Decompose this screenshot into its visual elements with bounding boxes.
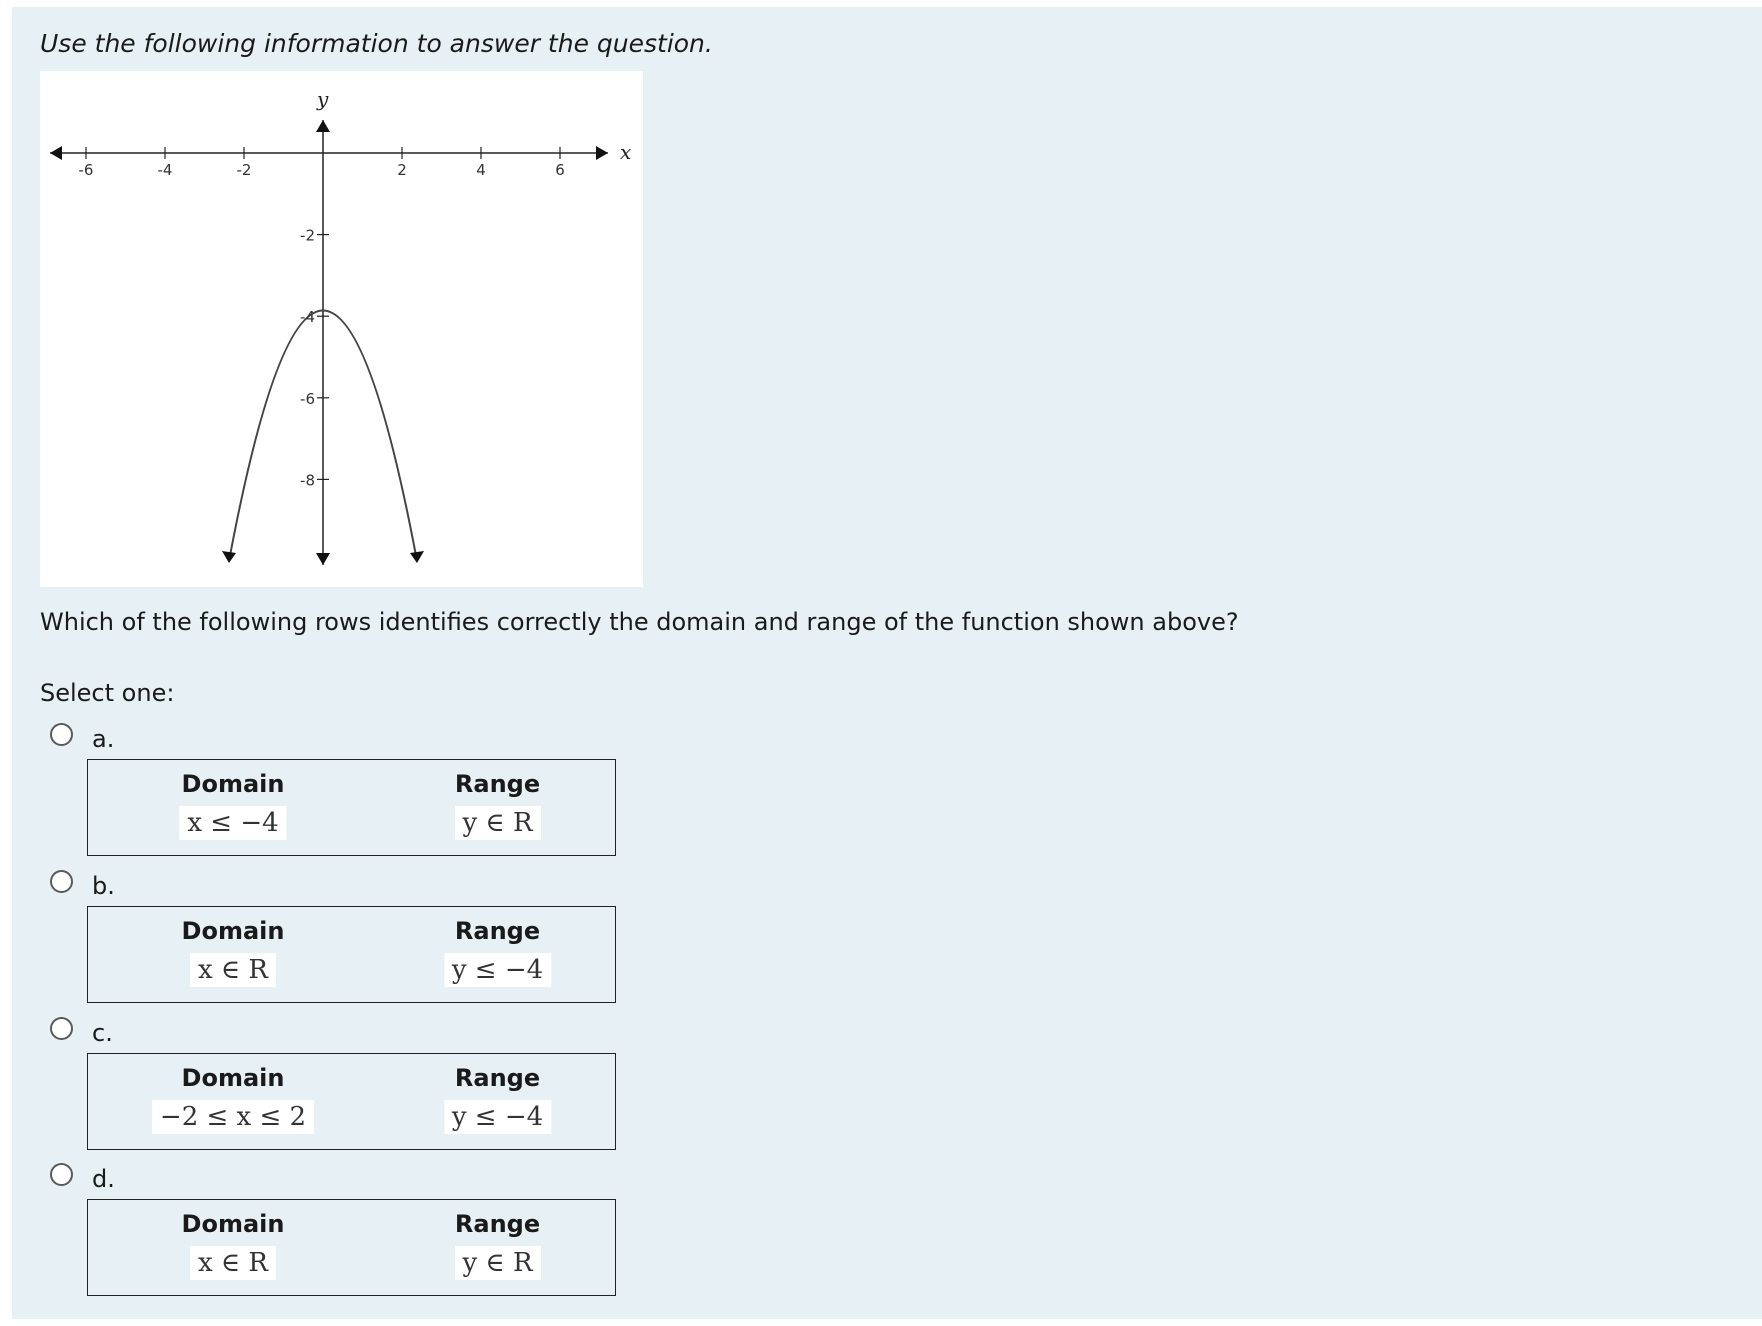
x-tick-label: -2 [236,161,252,179]
y-axis-label: y [317,87,329,111]
range-header: Range [454,1210,541,1238]
select-one-label: Select one: [40,679,175,707]
range-header: Range [454,917,541,945]
domain-column [88,907,378,1002]
x-axis-right-arrow [596,146,608,160]
range-header: Range [454,770,541,798]
curve-right-arrow [410,551,424,563]
range-value: y ≤ −4 [444,1100,551,1134]
range-value: y ∈ R [454,1246,540,1280]
option-letter: c. [92,1019,113,1047]
x-tick-label: -4 [157,161,173,179]
option-letter: b. [92,872,115,900]
domain-value: x ≤ −4 [179,806,286,840]
option-letter: d. [92,1165,115,1193]
x-tick-label: 2 [397,161,407,179]
radio-button[interactable] [50,870,73,893]
option-letter: a. [92,725,115,753]
domain-header: Domain [181,1210,285,1238]
y-tick-label: -4 [300,308,315,327]
range-column [378,1054,617,1149]
question-text: Which of the following rows identifies correctly the domain and range of the function shown above? [40,608,1239,636]
domain-column [88,760,378,855]
domain-column [88,1054,378,1149]
x-axis-left-arrow [50,146,62,160]
range-column [378,907,617,1002]
domain-range-table [87,906,616,1003]
question-panel [12,7,1762,1319]
function-graph [40,71,643,587]
y-axis-down-arrow [316,553,330,565]
graph-svg [40,71,643,587]
domain-value: −2 ≤ x ≤ 2 [152,1100,314,1134]
domain-range-table [87,1053,616,1150]
curve-left-arrow [222,551,236,563]
domain-header: Domain [181,770,285,798]
radio-button[interactable] [50,1017,73,1040]
radio-button[interactable] [50,1163,73,1186]
domain-value: x ∈ R [190,953,276,987]
instruction-text: Use the following information to answer the question. [40,29,713,58]
x-tick-label: 6 [555,161,565,179]
range-value: y ∈ R [454,806,540,840]
y-tick-label: -2 [300,226,315,245]
range-column [378,760,617,855]
domain-header: Domain [181,917,285,945]
radio-button[interactable] [50,723,73,746]
y-axis-up-arrow [316,120,330,132]
x-tick-label: -6 [78,161,94,179]
domain-range-table [87,1199,616,1296]
y-tick-label: -8 [300,471,315,490]
range-value: y ≤ −4 [444,953,551,987]
y-tick-label: -6 [300,389,315,408]
x-tick-label: 4 [476,161,486,179]
domain-column [88,1200,378,1295]
range-header: Range [454,1064,541,1092]
range-column [378,1200,617,1295]
x-axis-label: x [620,140,632,164]
domain-header: Domain [181,1064,285,1092]
domain-range-table [87,759,616,856]
domain-value: x ∈ R [190,1246,276,1280]
